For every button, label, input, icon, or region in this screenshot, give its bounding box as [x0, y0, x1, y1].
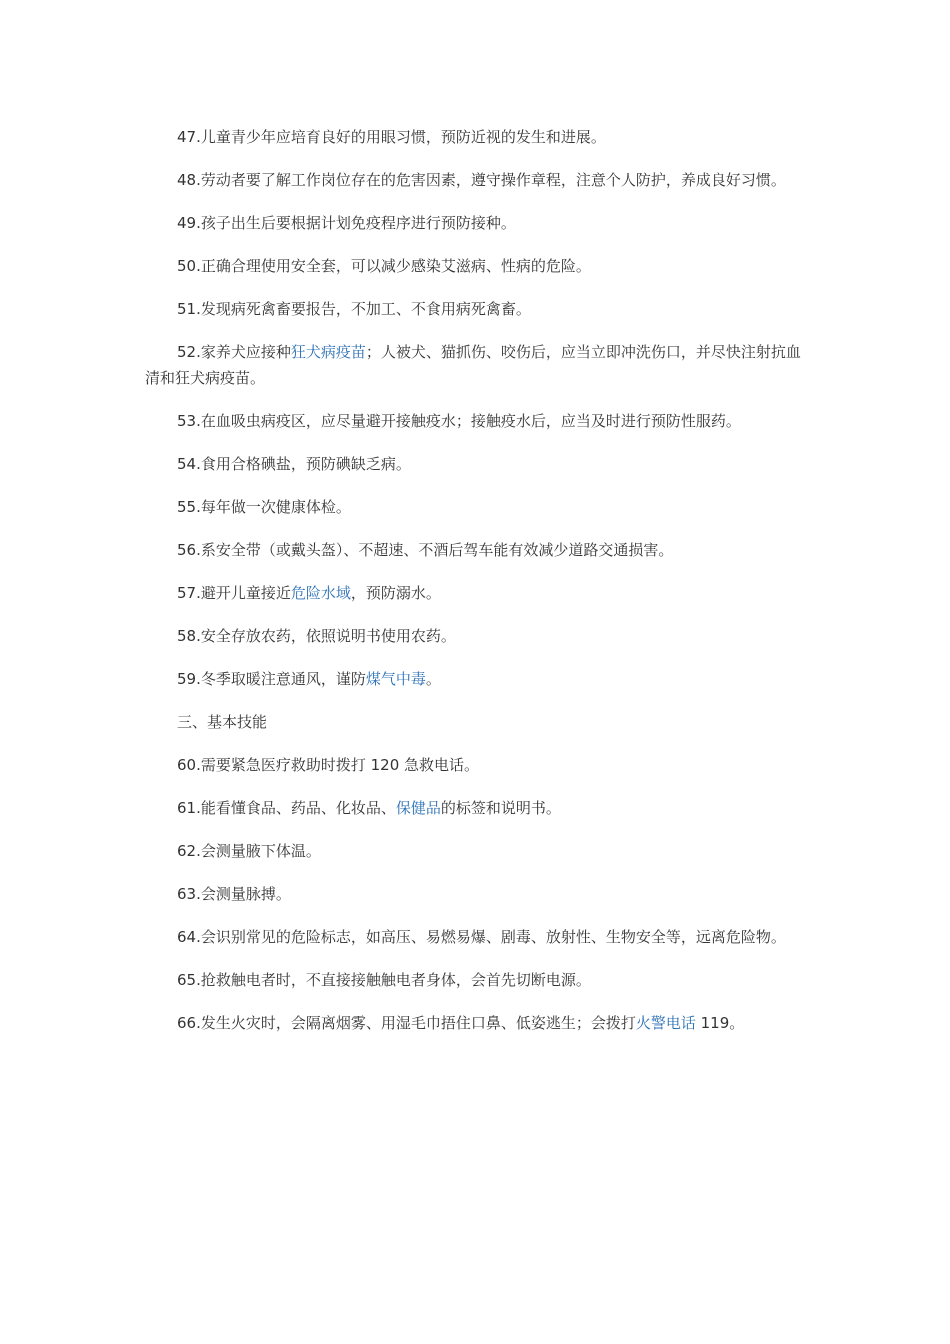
paragraph	[145, 124, 807, 150]
paragraph-text: 63.会测量脉搏。	[177, 885, 291, 903]
paragraph-text: 61.能看懂食品、药品、化妆品、	[177, 799, 396, 817]
paragraph-text: ，预防溺水。	[350, 584, 441, 602]
inline-link[interactable]: 狂犬病疫苗	[290, 343, 366, 361]
paragraph-text: 65.抢救触电者时，不直接接触触电者身体，会首先切断电源。	[177, 971, 591, 989]
paragraph-text: 62.会测量腋下体温。	[177, 842, 321, 860]
paragraph-text: 48.劳动者要了解工作岗位存在的危害因素，遵守操作章程，注意个人防护，养成良好习惯。	[177, 171, 786, 189]
paragraph-text: 三、基本技能	[177, 713, 268, 731]
paragraph-text: 64.会识别常见的危险标志，如高压、易燃易爆、剧毒、放射性、生物安全等，远离危险物。	[177, 928, 786, 946]
paragraph	[145, 451, 807, 477]
paragraph	[145, 296, 807, 322]
paragraph-text: 49.孩子出生后要根据计划免疫程序进行预防接种。	[177, 214, 516, 232]
paragraph	[145, 666, 807, 692]
paragraph-text: 53.在血吸虫病疫区，应尽量避开接触疫水；接触疫水后，应当及时进行预防性服药。	[177, 412, 741, 430]
paragraph	[145, 339, 807, 391]
paragraph-text: 57.避开儿童接近	[177, 584, 291, 602]
paragraph	[145, 967, 807, 993]
paragraph	[145, 210, 807, 236]
paragraph-text: 119。	[695, 1014, 745, 1032]
paragraph	[145, 167, 807, 193]
paragraph-text: 51.发现病死禽畜要报告，不加工、不食用病死禽畜。	[177, 300, 531, 318]
paragraph	[145, 752, 807, 778]
document-body	[145, 124, 807, 1053]
paragraph-text: ；人被犬、猫抓伤、咬伤后，应当立即冲洗伤口，并尽快注射抗血清和狂犬病疫苗。	[145, 343, 801, 387]
paragraph	[145, 881, 807, 907]
paragraph	[145, 408, 807, 434]
paragraph	[145, 838, 807, 864]
paragraph-text: 58.安全存放农药，依照说明书使用农药。	[177, 627, 456, 645]
paragraph	[145, 924, 807, 950]
paragraph-text: 52.家养犬应接种	[177, 343, 291, 361]
paragraph	[145, 537, 807, 563]
paragraph-text: 54.食用合格碘盐，预防碘缺乏病。	[177, 455, 411, 473]
paragraph-text: 的标签和说明书。	[440, 799, 561, 817]
paragraph-text: 60.需要紧急医疗救助时拨打 120 急救电话。	[177, 756, 480, 774]
inline-link[interactable]: 煤气中毒	[365, 670, 426, 688]
paragraph	[145, 709, 807, 735]
paragraph-text: 66.发生火灾时，会隔离烟雾、用湿毛巾捂住口鼻、低姿逃生；会拨打	[177, 1014, 636, 1032]
paragraph	[145, 795, 807, 821]
inline-link[interactable]: 危险水域	[290, 584, 351, 602]
paragraph-text: 50.正确合理使用安全套，可以减少感染艾滋病、性病的危险。	[177, 257, 591, 275]
paragraph	[145, 494, 807, 520]
paragraph	[145, 1010, 807, 1036]
paragraph-text: 55.每年做一次健康体检。	[177, 498, 351, 516]
paragraph	[145, 580, 807, 606]
paragraph	[145, 253, 807, 279]
paragraph-text: 59.冬季取暖注意通风，谨防	[177, 670, 366, 688]
paragraph-text: 47.儿童青少年应培育良好的用眼习惯，预防近视的发生和进展。	[177, 128, 606, 146]
paragraph-text: 56.系安全带（或戴头盔）、不超速、不酒后驾车能有效减少道路交通损害。	[177, 541, 674, 559]
inline-link[interactable]: 保健品	[395, 799, 441, 817]
paragraph-text: 。	[425, 670, 441, 688]
inline-link[interactable]: 火警电话	[635, 1014, 696, 1032]
paragraph	[145, 623, 807, 649]
